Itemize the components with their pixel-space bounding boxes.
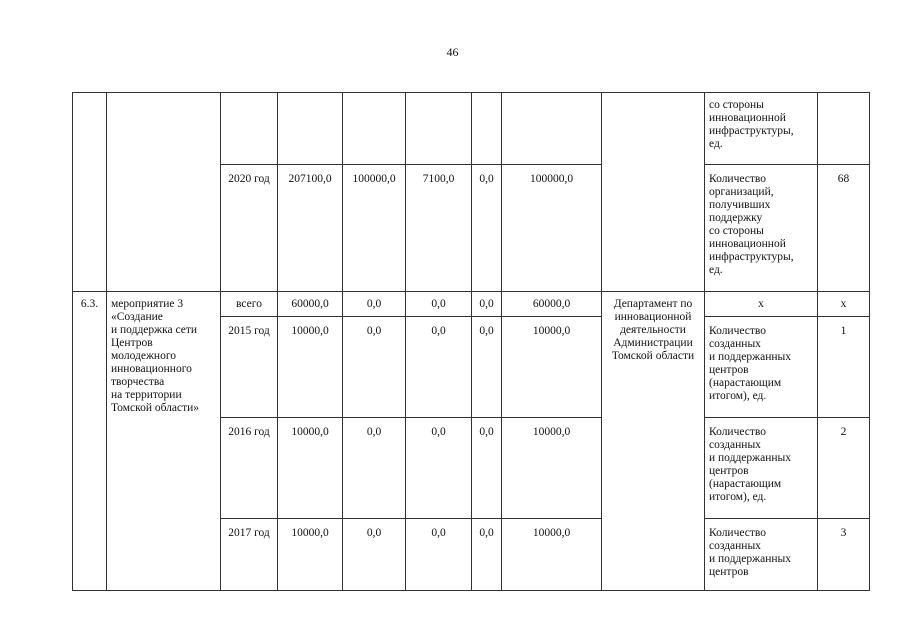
cell-number: 6.3. bbox=[73, 292, 107, 591]
cell-c1: 0,0 bbox=[343, 519, 406, 591]
cell-year: всего bbox=[221, 292, 278, 317]
cell-year: 2020 год bbox=[221, 165, 278, 292]
cell-measure-name: мероприятие 3 «Создание и поддержка сети Центров молодежного инновационного творчества на территории Томской области» bbox=[107, 292, 221, 591]
cell-c3: 0,0 bbox=[472, 165, 502, 292]
cell-c4: 100000,0 bbox=[502, 165, 602, 292]
cell-c1: 0,0 bbox=[343, 418, 406, 519]
cell-c3 bbox=[472, 93, 502, 165]
cell-c3: 0,0 bbox=[472, 317, 502, 418]
cell-year: 2017 год bbox=[221, 519, 278, 591]
cell-indicator: Количество созданных и поддержанных центров (нарастающим итогом), ед. bbox=[705, 317, 818, 418]
cell-total: 10000,0 bbox=[278, 519, 343, 591]
cell-total: 60000,0 bbox=[278, 292, 343, 317]
cell-c4: 10000,0 bbox=[502, 317, 602, 418]
cell-c2: 7100,0 bbox=[406, 165, 472, 292]
page-number: 46 bbox=[446, 45, 459, 59]
cell-c1 bbox=[343, 93, 406, 165]
table-row bbox=[73, 93, 870, 165]
cell-c2: 0,0 bbox=[406, 418, 472, 519]
cell-indicator: Количество организаций, получивших поддержку со стороны инновационной инфраструктуры, ед. bbox=[705, 165, 818, 292]
cell-c2: 0,0 bbox=[406, 317, 472, 418]
cell-total bbox=[278, 93, 343, 165]
cell-indicator: Количество созданных и поддержанных центров (нарастающим итогом), ед. bbox=[705, 418, 818, 519]
cell-indicator: со стороны инновационной инфраструктуры, ед. bbox=[705, 93, 818, 165]
cell-total: 10000,0 bbox=[278, 418, 343, 519]
cell-value: 2 bbox=[818, 418, 870, 519]
cell-year bbox=[221, 93, 278, 165]
cell-value: 3 bbox=[818, 519, 870, 591]
cell-year: 2016 год bbox=[221, 418, 278, 519]
cell-c4 bbox=[502, 93, 602, 165]
cell-executor: Департамент по инновационной деятельности Администрации Томской области bbox=[602, 292, 705, 591]
table-row bbox=[73, 292, 870, 317]
cell-c4: 10000,0 bbox=[502, 418, 602, 519]
program-table bbox=[72, 92, 870, 591]
cell-value: 1 bbox=[818, 317, 870, 418]
cell-c3: 0,0 bbox=[472, 292, 502, 317]
cell-value bbox=[818, 93, 870, 165]
cell-c1: 100000,0 bbox=[343, 165, 406, 292]
cell-c2: 0,0 bbox=[406, 519, 472, 591]
cell-c2: 0,0 bbox=[406, 292, 472, 317]
cell-c4: 60000,0 bbox=[502, 292, 602, 317]
cell-c3: 0,0 bbox=[472, 519, 502, 591]
cell-measure-name bbox=[107, 93, 221, 292]
cell-value: х bbox=[818, 292, 870, 317]
cell-executor bbox=[602, 93, 705, 292]
cell-c3: 0,0 bbox=[472, 418, 502, 519]
cell-c1: 0,0 bbox=[343, 317, 406, 418]
cell-total: 10000,0 bbox=[278, 317, 343, 418]
cell-total: 207100,0 bbox=[278, 165, 343, 292]
cell-indicator: Количество созданных и поддержанных центров bbox=[705, 519, 818, 591]
cell-number bbox=[73, 93, 107, 292]
cell-indicator: х bbox=[705, 292, 818, 317]
cell-c2 bbox=[406, 93, 472, 165]
cell-c4: 10000,0 bbox=[502, 519, 602, 591]
cell-year: 2015 год bbox=[221, 317, 278, 418]
cell-c1: 0,0 bbox=[343, 292, 406, 317]
cell-value: 68 bbox=[818, 165, 870, 292]
